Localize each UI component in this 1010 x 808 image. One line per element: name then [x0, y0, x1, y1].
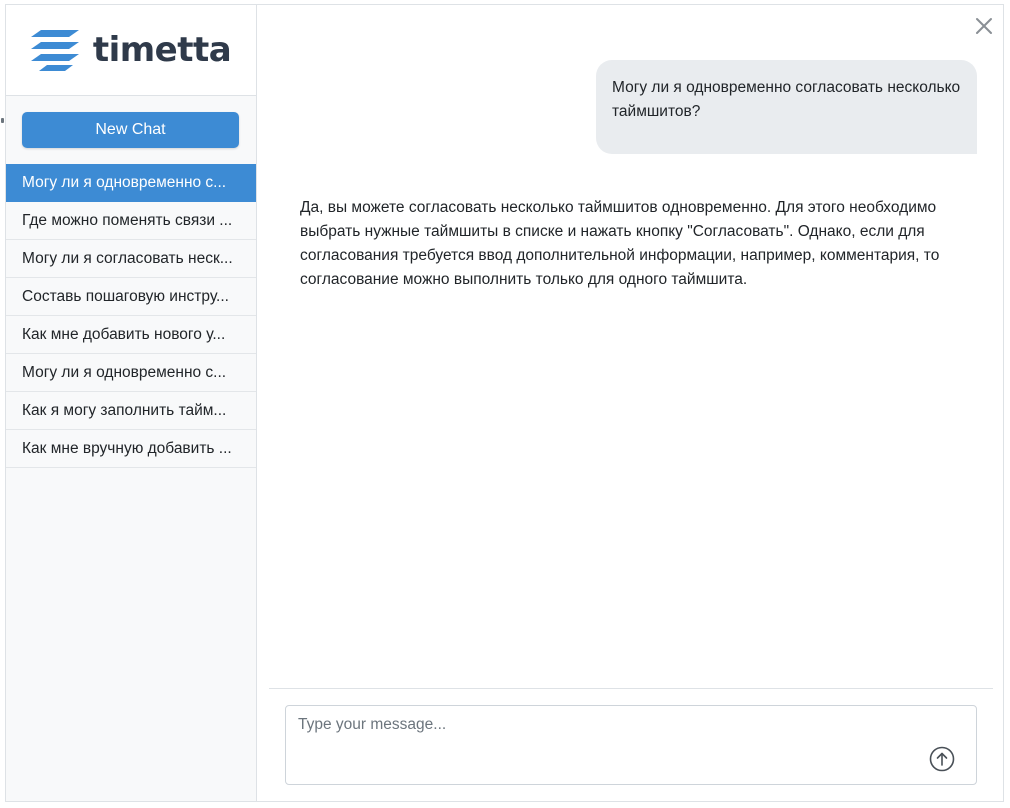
chat-panel [257, 5, 1005, 801]
chat-history-item[interactable]: Как мне добавить нового у... [6, 316, 256, 354]
chat-app [5, 4, 1004, 802]
chat-history-item[interactable]: Могу ли я одновременно с... [6, 354, 256, 392]
arrow-up-circle-icon[interactable] [929, 746, 955, 772]
message-input-box [285, 705, 977, 785]
chat-history-item[interactable]: Составь пошаговую инстру... [6, 278, 256, 316]
window-edge-marker [1, 118, 4, 123]
assistant-message: Да, вы можете согласовать несколько таймшитов одновременно. Для этого необходимо выбрать нужные таймшиты в списке и нажать кнопку "Согласовать". Однако, если для согласования требуется ввод дополнительной информации, например, комментария, то согласование можно выполнить только для одного таймшита. [300, 199, 940, 288]
message-input[interactable] [286, 706, 976, 784]
chat-history-list [6, 164, 256, 468]
chat-history-item[interactable]: Как мне вручную добавить ... [6, 430, 256, 468]
new-chat-button[interactable]: New Chat [22, 112, 239, 148]
message-thread [257, 5, 1005, 688]
chat-history-item[interactable]: Где можно поменять связи ... [6, 202, 256, 240]
new-chat-container [6, 96, 256, 164]
brand-logo [6, 5, 256, 96]
user-message-row [300, 60, 977, 154]
chat-history-item[interactable]: Как я могу заполнить тайм... [6, 392, 256, 430]
sidebar [6, 5, 257, 801]
chat-history-item[interactable]: Могу ли я одновременно с... [6, 164, 256, 202]
close-icon[interactable] [973, 15, 995, 37]
brand-name: timetta [92, 30, 232, 70]
user-message-bubble: Могу ли я одновременно согласовать несколько таймшитов? [596, 60, 977, 154]
chat-history-item[interactable]: Могу ли я согласовать неск... [6, 240, 256, 278]
timetta-logo-icon [27, 28, 83, 72]
message-composer [269, 688, 993, 801]
